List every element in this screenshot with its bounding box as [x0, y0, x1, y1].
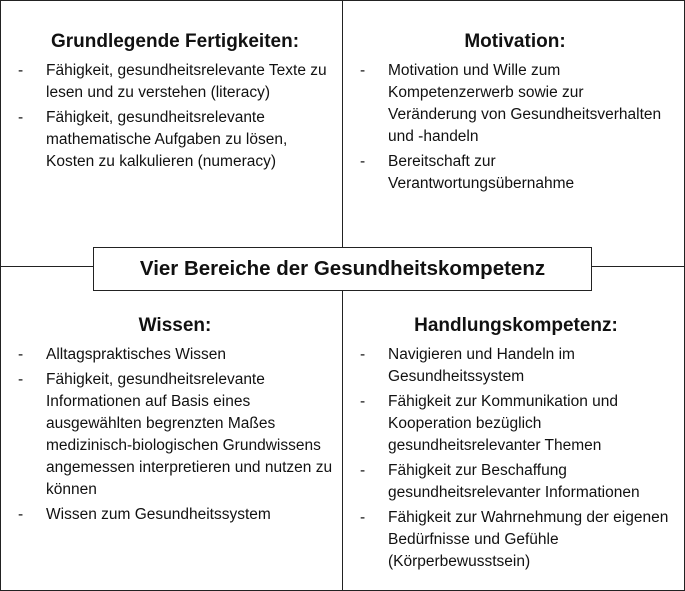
- list-item: [356, 460, 676, 504]
- center-title-box: [93, 247, 592, 291]
- quadrant-knowledge: [14, 314, 336, 529]
- list-item: [356, 60, 674, 148]
- vertical-divider: [342, 0, 343, 591]
- item-text: Bereitschaft zur Verantwortungsübernahme: [388, 153, 575, 192]
- item-text: Fähigkeit zur Wahrnehmung der eigenen Bedürfnisse und Gefühle (Körperbewusstsein): [388, 509, 669, 570]
- dash-bullet: -: [18, 62, 24, 79]
- quadrant-title: Motivation:: [464, 31, 566, 52]
- dash-bullet: -: [360, 62, 366, 79]
- quadrant-motivation: [356, 30, 674, 198]
- item-list: [356, 60, 674, 195]
- item-text: Navigieren und Handeln im Gesundheitssystem: [388, 346, 575, 385]
- quadrant-title: Handlungskompetenz:: [414, 315, 618, 336]
- list-item: [356, 344, 676, 388]
- item-text: Motivation und Wille zum Kompetenzerwerb sowie zur Veränderung von Gesundheitsverhalten und -handeln: [388, 62, 662, 145]
- item-text: Fähigkeit, gesundheitsrelevante mathematische Aufgaben zu lösen, Kosten zu kalkulieren (numeracy): [46, 109, 288, 170]
- item-text: Fähigkeit, gesundheitsrelevante Texte zu lesen und zu verstehen (literacy): [46, 62, 327, 101]
- item-text: Fähigkeit zur Beschaffung gesundheitsrelevanter Informationen: [388, 462, 640, 501]
- item-list: [14, 60, 336, 173]
- quadrant-basic-skills: [14, 30, 336, 176]
- list-item: [356, 507, 676, 573]
- item-text: Alltagspraktisches Wissen: [46, 346, 227, 363]
- center-title: Vier Bereiche der Gesundheitskompetenz: [139, 257, 546, 280]
- dash-bullet: -: [360, 393, 366, 410]
- list-item: [356, 391, 676, 457]
- quadrant-title: Wissen:: [138, 315, 212, 336]
- dash-bullet: -: [18, 506, 24, 523]
- dash-bullet: -: [18, 371, 24, 388]
- dash-bullet: -: [360, 346, 366, 363]
- dash-bullet: -: [360, 153, 366, 170]
- list-item: [14, 60, 336, 104]
- item-list: [356, 344, 676, 573]
- dash-bullet: -: [360, 462, 366, 479]
- dash-bullet: -: [360, 509, 366, 526]
- dash-bullet: -: [18, 109, 24, 126]
- list-item: [14, 504, 336, 526]
- item-text: Wissen zum Gesundheitssystem: [46, 506, 271, 523]
- list-item: [14, 107, 336, 173]
- item-list: [14, 344, 336, 526]
- quadrant-action-competence: [356, 314, 676, 576]
- list-item: [356, 151, 674, 195]
- item-text: Fähigkeit zur Kommunikation und Kooperation bezüglich gesundheitsrelevanter Themen: [388, 393, 619, 454]
- list-item: [14, 369, 336, 501]
- item-text: Fähigkeit, gesundheitsrelevante Informationen auf Basis eines ausgewählten begrenzten Maßes medizinisch-biologischen Grundwissens angemessen interpretieren und nutzen zu können: [46, 371, 333, 498]
- list-item: [14, 344, 336, 366]
- dash-bullet: -: [18, 346, 24, 363]
- quadrant-title: Grundlegende Fertigkeiten:: [50, 31, 300, 52]
